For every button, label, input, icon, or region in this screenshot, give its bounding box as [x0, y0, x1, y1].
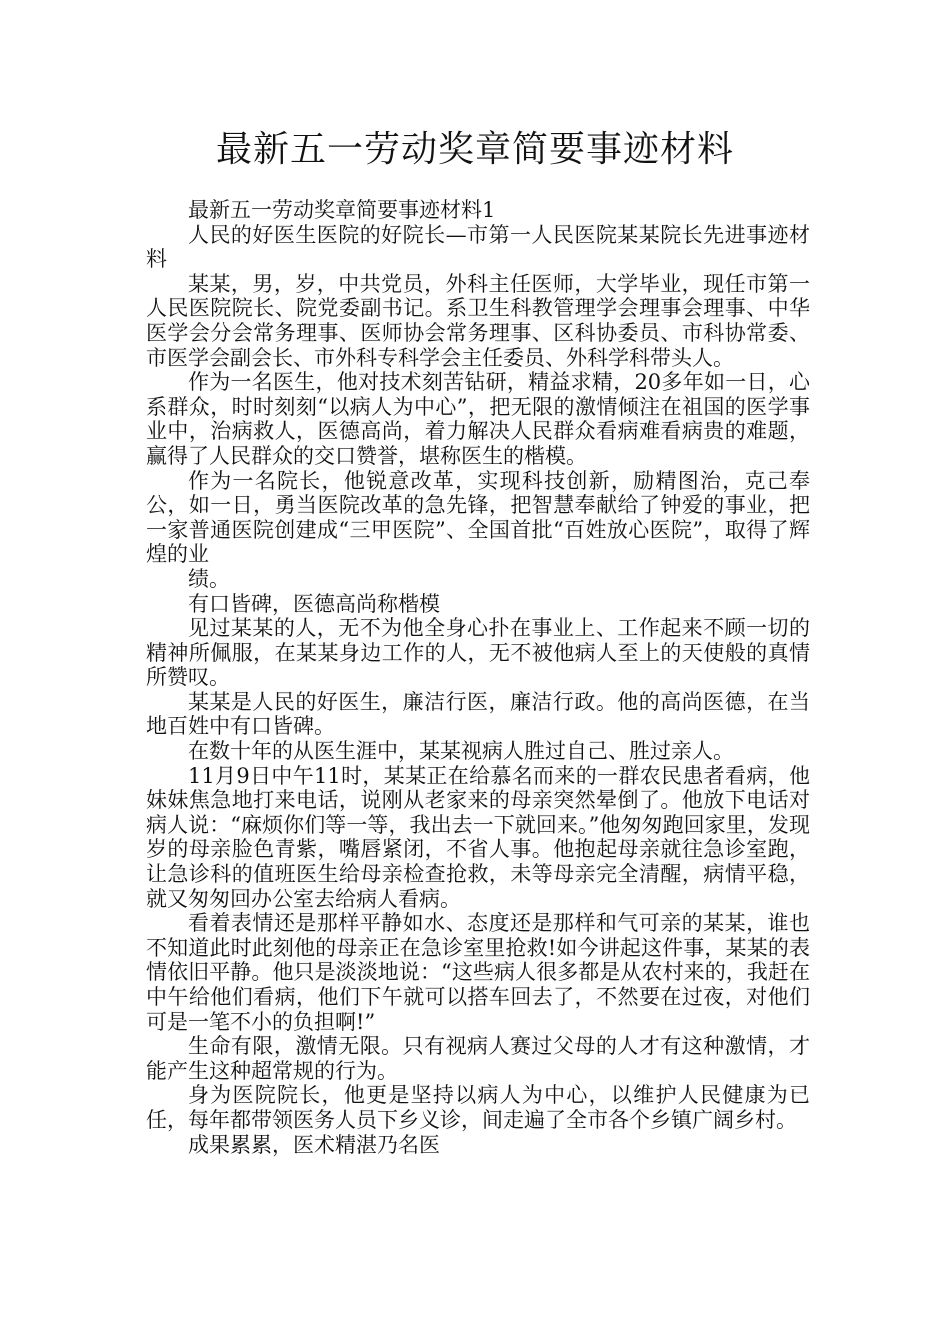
- paragraph: 人民的好医生医院的好院长—市第一人民医院某某院长先进事迹材料: [146, 222, 810, 272]
- paragraph: 见过某某的人，无不为他全身心扑在事业上、工作起来不顾一切的精神所佩服，在某某身边工作的人，无不被他病人至上的天使般的真情所赞叹。: [146, 616, 810, 690]
- paragraph: 作为一名院长，他锐意改革，实现科技创新，励精图治，克己奉公，如一日，勇当医院改革的急先锋，把智慧奉献给了钟爱的事业，把一家普通医院创建成“三甲医院”、全国首批“百姓放心医院”，取得了辉煌的业: [146, 468, 810, 567]
- paragraph: 某某是人民的好医生，廉洁行医，廉洁行政。他的高尚医德，在当地百姓中有口皆碑。: [146, 689, 810, 739]
- paragraph: 在数十年的从医生涯中，某某视病人胜过自己、胜过亲人。: [188, 739, 734, 764]
- paragraph: 某某，男，岁，中共党员，外科主任医师，大学毕业，现任市第一人民医院院长、院党委副书记。系卫生科教管理学会理事会理事、中华医学会分会常务理事、医师协会常务理事、区科协委员、市科协常委、市医学会副会长、市外科专科学会主任委员、外科学科带头人。: [146, 271, 810, 370]
- paragraph: 11月9日中午11时，某某正在给慕名而来的一群农民患者看病，他妹妹焦急地打来电话，说刚从老家来的母亲突然晕倒了。他放下电话对病人说：“麻烦你们等一等，我出去一下就回来。”他匆匆跑回家里，发现岁的母亲脸色青紫，嘴唇紧闭，不省人事。他抱起母亲就往急诊室跑，让急诊科的值班医生给母亲检查抢救，未等母亲完全清醒，病情平稳，就又匆匆回办公室去给病人看病。: [146, 763, 810, 911]
- paragraph: 看着表情还是那样平静如水、态度还是那样和气可亲的某某，谁也不知道此时此刻他的母亲正在急诊室里抢救!如今讲起这件事，某某的表情依旧平静。他只是淡淡地说：“这些病人很多都是从农村来的，我赶在中午给他们看病，他们下午就可以搭车回去了，不然要在过夜，对他们可是一笔不小的负担啊!”: [146, 911, 810, 1034]
- paragraph: 绩。: [188, 566, 230, 591]
- section-heading: 有口皆碑，医德高尚称楷模: [188, 591, 440, 616]
- paragraph: 身为医院院长，他更是坚持以病人为中心，以维护人民健康为已任，每年都带领医务人员下乡义诊，间走遍了全市各个乡镇广阔乡村。: [146, 1083, 810, 1132]
- section-heading: 成果累累，医术精湛乃名医: [188, 1132, 440, 1157]
- document-title: 最新五一劳动奖章简要事迹材料: [215, 129, 734, 170]
- paragraph: 作为一名医生，他对技术刻苦钻研，精益求精，20多年如一日，心系群众，时时刻刻“以病人为中心”，把无限的激情倾注在祖国的医学事业中，治病救人，医德高尚，着力解决人民群众看病难看病贵的难题，赢得了人民群众的交口赞誉，堪称医生的楷模。: [146, 370, 810, 468]
- paragraph: 最新五一劳动奖章简要事迹材料1: [188, 198, 496, 222]
- document-body: [146, 198, 810, 1157]
- paragraph: 生命有限，激情无限。只有视病人赛过父母的人才有这种激情，才能产生这种超常规的行为。: [146, 1034, 810, 1083]
